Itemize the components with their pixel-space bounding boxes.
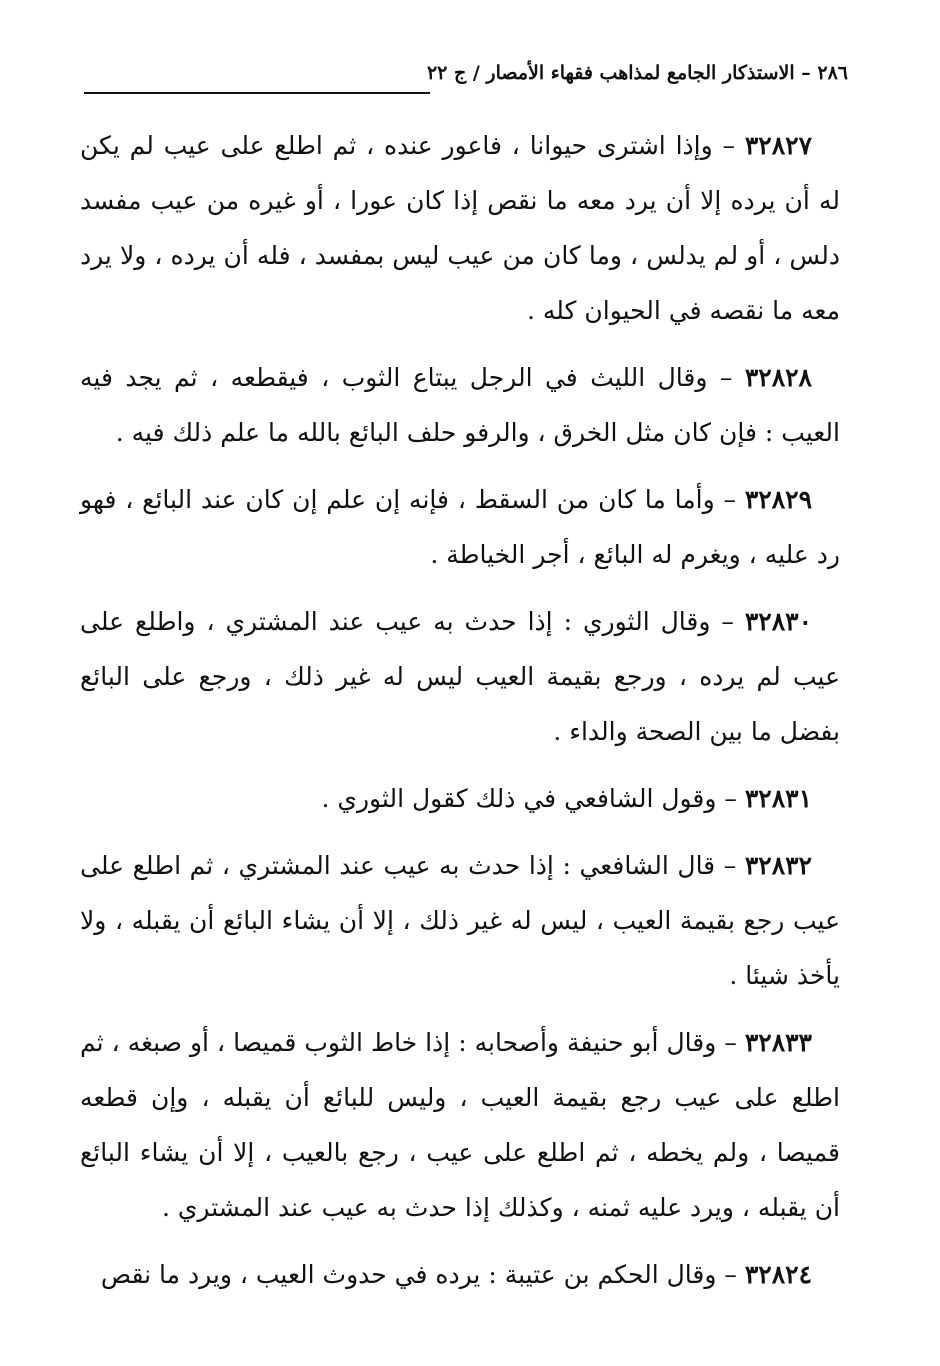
- paragraph-number: ٣٢٨٢٧: [744, 131, 812, 160]
- separator: –: [712, 131, 745, 160]
- body-text: [80, 118, 840, 1314]
- paragraph: [80, 1247, 840, 1302]
- paragraph: [80, 1015, 840, 1235]
- running-header: ٢٨٦ – الاستذكار الجامع لمذاهب فقهاء الأمصار / ج ٢٢: [426, 62, 848, 84]
- paragraph-text: وإذا اشترى حيوانا ، فاعور عنده ، ثم اطلع على عيب لم يكن له أن يرده إلا أن يرد معه ما نقص إذا كان عورا ، أو غيره من عيب مفسد دلس ، أو لم يدلس ، وما كان من عيب ليس بمفسد ، فله أن يرده ، ولا يرد معه ما نقصه في الحيوان كله .: [80, 131, 840, 325]
- separator: –: [707, 363, 745, 392]
- paragraph-number: ٣٢٨٢٩: [744, 485, 812, 514]
- separator: –: [710, 607, 745, 636]
- paragraph: [80, 350, 840, 460]
- paragraph-number: ٣٢٨٣١: [744, 784, 812, 813]
- paragraph-text: وقال الثوري : إذا حدث به عيب عند المشتري ، واطلع على عيب لم يرده ، ورجع بقيمة العيب ليس له غير ذلك ، ورجع على البائع بفضل ما بين الصحة والداء .: [80, 607, 840, 746]
- separator: –: [716, 1028, 745, 1057]
- separator: –: [714, 485, 745, 514]
- paragraph: [80, 594, 840, 759]
- separator: –: [716, 784, 745, 813]
- paragraph-number: ٣٢٨٣٣: [744, 1028, 812, 1057]
- paragraph-text: وقول الشافعي في ذلك كقول الثوري .: [321, 784, 717, 813]
- separator: –: [715, 851, 745, 880]
- paragraph-text: وقال الحكم بن عتيبة : يرده في حدوث العيب ، ويرد ما نقص: [100, 1260, 717, 1289]
- paragraph-number: ٣٢٨٢٨: [744, 363, 812, 392]
- paragraph-text: قال الشافعي : إذا حدث به عيب عند المشتري ، ثم اطلع على عيب رجع بقيمة العيب ، ليس له غير ذلك ، إلا أن يشاء البائع أن يقبله ، ولا يأخذ شيئا .: [80, 851, 840, 990]
- header-rule: [84, 92, 430, 94]
- separator: –: [716, 1260, 745, 1289]
- paragraph-text: وقال أبو حنيفة وأصحابه : إذا خاط الثوب قميصا ، أو صبغه ، ثم اطلع على عيب رجع بقيمة العيب ، وليس للبائع أن يقبله ، وإن قطعه قميصا ، ولم يخطه ، ثم اطلع على عيب ، رجع بالعيب ، إلا أن يشاء البائع أن يقبله ، ويرد عليه ثمنه ، وكذلك إذا حدث به عيب عند المشتري .: [80, 1028, 840, 1222]
- paragraph: [80, 771, 840, 826]
- paragraph-number: ٣٢٨٣٢: [744, 851, 812, 880]
- paragraph-number: ٣٢٨٣٠: [744, 607, 812, 636]
- paragraph: [80, 838, 840, 1003]
- paragraph: [80, 472, 840, 582]
- paragraph: [80, 118, 840, 338]
- paragraph-text: وقال الليث في الرجل يبتاع الثوب ، فيقطعه ، ثم يجد فيه العيب : فإن كان مثل الخرق ، والرفو حلف البائع بالله ما علم ذلك فيه .: [80, 363, 840, 447]
- paragraph-number: ٣٢٨٢٤: [744, 1260, 812, 1289]
- paragraph-text: وأما ما كان من السقط ، فإنه إن علم إن كان عند البائع ، فهو رد عليه ، ويغرم له البائع ، أجر الخياطة .: [80, 485, 840, 569]
